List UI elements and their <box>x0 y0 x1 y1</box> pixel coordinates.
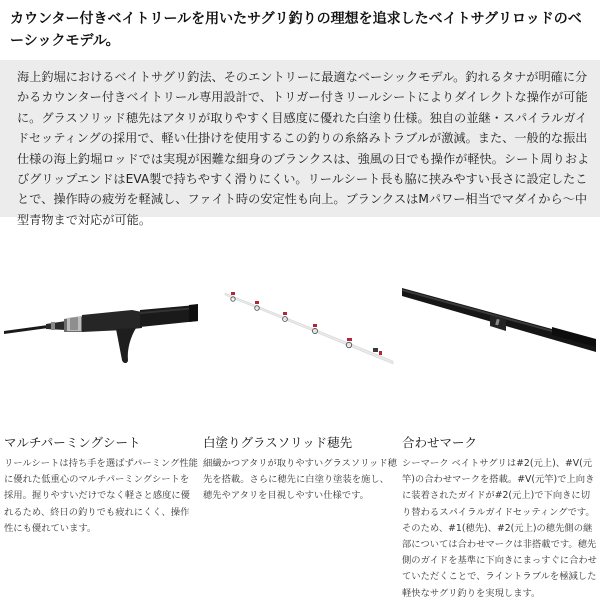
feature-multi-palming-seat <box>4 434 198 537</box>
feature-alignment-mark <box>402 434 598 602</box>
feature-description: シーマーク ベイトサグリは#2(元上)、#V(元竿)の合わせマークを搭載。#V(元竿)で上向きに装着されたガイドが#2(元上)で下向きに切り替わるスパイラルガイドセッティングです。そのため、#1(穂先)、#2(元上)の穂先側の継部については合わせマークは非搭載です。穂先側のガイドを基準に下向きにまっすぐに合わせていただくことで、ライントラブルを極減した軽快なサグリ釣りを実現します。 <box>402 458 597 599</box>
reel-seat-photo <box>4 284 198 409</box>
alignment-mark-image <box>402 284 596 409</box>
reel-seat-image <box>4 284 198 409</box>
alignment-mark-photo <box>402 284 596 409</box>
feature-white-glass-tip <box>203 434 397 505</box>
feature-title: マルチパーミングシート <box>4 435 141 450</box>
product-description: 海上釣堀におけるベイトサグリ釣法、そのエントリーに最適なベーシックモデル。釣れるタナが明確に分かるカウンター付きベイトリール専用設計で、トリガー付きリールシートによりダイレクトな操作が可能に。グラスソリッド穂先はアタリが取りやすく目感度に優れた白塗り仕様。独自の並継・スパイラルガイドセッティングの採用で、軽い仕掛けを使用するこの釣りの糸絡みトラブルが激減。また、一般的な振出仕様の海上釣堀ロッドでは実現が困難な細身のブランクスは、強風の日でも操作が軽快。シート周りおよびグリップエンドはEVA製で持ちやすく滑りにくい。リールシート長も脇に挟みやすい長さに設定したことで、操作時の疲労を軽減し、ファイト時の安定性も向上。ブランクスはMパワー相当でマダイから～中型青物まで対応が可能。 <box>0 60 600 217</box>
feature-description: リールシートは持ち手を選ばずパーミング性能に優れた低重心のマルチパーミングシートを採用。握りやすいだけでなく軽さと感度に優れるため、終日の釣りでも疲れにくく、操作性にも優れています。 <box>4 458 198 534</box>
feature-description: 細繊かつアタリが取りやすいグラスソリッド穂先を搭載。さらに穂先に白塗り塗装を施し、穂先やアタリを目視しやすい仕様です。 <box>203 458 397 502</box>
white-tip-image <box>203 284 397 409</box>
feature-title: 合わせマーク <box>402 435 478 450</box>
white-tip-photo <box>203 284 397 409</box>
feature-title: 白塗りグラスソリッド穂先 <box>203 435 353 450</box>
product-headline: カウンター付きベイトリールを用いたサグリ釣りの理想を追求したベイトサグリロッドのベーシックモデル。 <box>10 11 582 49</box>
